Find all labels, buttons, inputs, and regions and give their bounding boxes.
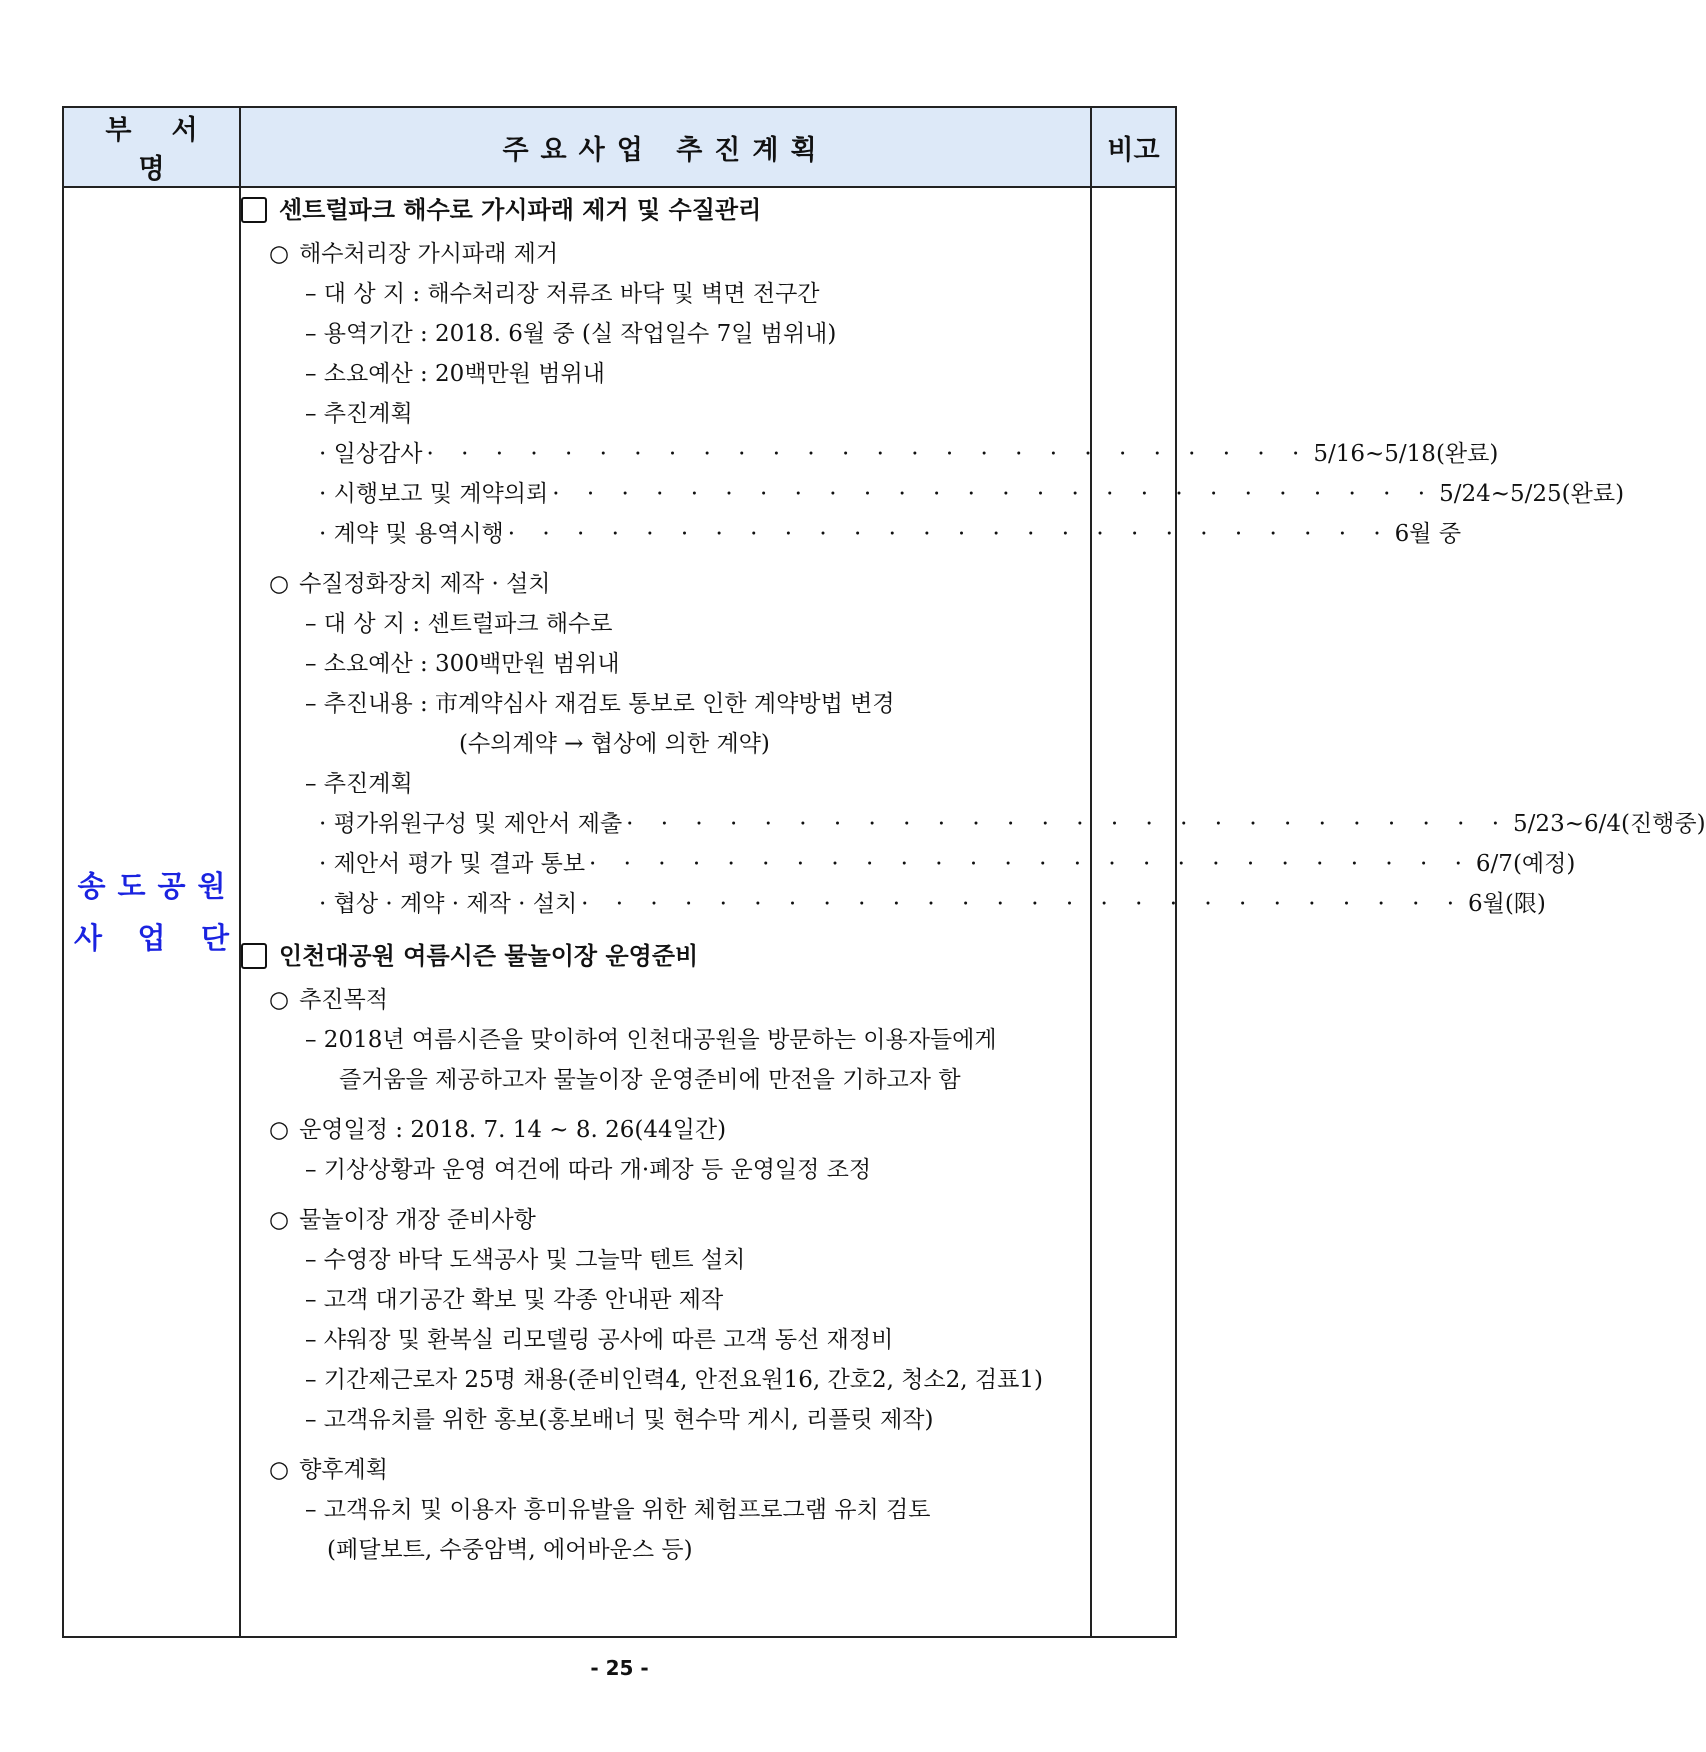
plan-row [241,514,1462,554]
dept-cell [63,187,240,1637]
plan-label: · 계약 및 용역시행 [319,521,504,547]
subsection-1b [241,564,1090,604]
plan-value: 6월 중 [1394,521,1462,547]
list-item: – 대 상 지 : 해수처리장 저류조 바닥 및 벽면 전구간 [305,281,820,307]
plan-row [241,474,1625,514]
list-item: – 소요예산 : 300백만원 범위내 [305,651,620,677]
section-1-heading [241,188,1090,232]
header-dept: 부서명 [63,107,240,187]
subsection-2a-title: 추진목적 [299,987,388,1013]
table-header-row [63,107,1176,187]
circle-bullet-icon: ○ [269,241,290,267]
dept-name-line1: 송도공원 [77,869,238,903]
plan-row [241,884,1546,924]
list-item: – 고객유치 및 이용자 흥미유발을 위한 체험프로그램 유치 검토 [305,1497,931,1523]
list-item-continuation: 즐거움을 제공하고자 물놀이장 운영준비에 만전을 기하고자 함 [339,1067,961,1093]
list-item: – 대 상 지 : 센트럴파크 해수로 [305,611,613,637]
list-item: – 2018년 여름시즌을 맞이하여 인천대공원을 방문하는 이용자들에게 [305,1027,997,1053]
subsection-2a [241,980,1090,1020]
plan-dots: · · · · · · · · · · · · · · · · · · · · · · · · · · [507,521,1391,547]
checkbox-square-icon [241,197,267,223]
list-item: – 용역기간 : 2018. 6월 중 (실 작업일수 7일 범위내) [305,321,837,347]
subsection-2c [241,1200,1090,1240]
list-item: – 샤워장 및 환복실 리모델링 공사에 따른 고객 동선 재정비 [305,1327,894,1353]
circle-bullet-icon: ○ [269,987,290,1013]
section-2-title: 인천대공원 여름시즌 물놀이장 운영준비 [279,942,699,970]
circle-bullet-icon: ○ [269,571,290,597]
plan-label: · 협상 · 계약 · 제작 · 설치 [319,891,578,917]
plan-value: 6월(限) [1468,891,1546,917]
plan-dots: · · · · · · · · · · · · · · · · · · · · · · · · · · [626,811,1510,837]
content-cell [240,187,1706,1637]
plan-value: 5/24~5/25(완료) [1439,481,1625,507]
plan-dots: · · · · · · · · · · · · · · · · · · · · · · · · · · [589,851,1472,877]
plan-dots: · · · · · · · · · · · · · · · · · · · · · · · · · · [426,441,1310,467]
document-table [62,106,1706,1638]
list-item: – 기간제근로자 25명 채용(준비인력4, 안전요원16, 간호2, 청소2, 검표1) [305,1367,1043,1393]
plan-label: · 평가위원구성 및 제안서 제출 [319,811,623,837]
circle-bullet-icon: ○ [269,1207,290,1233]
list-item: – 소요예산 : 20백만원 범위내 [305,361,605,387]
plan-row [241,844,1576,884]
plan-label: · 제안서 평가 및 결과 통보 [319,851,586,877]
plan-dots: · · · · · · · · · · · · · · · · · · · · · · · · · · [552,481,1436,507]
list-item: – 추진내용 : 市계약심사 재검토 통보로 인한 계약방법 변경 [305,691,895,717]
header-main: 주요사업 추진계획 [240,107,1091,187]
plan-dots: · · · · · · · · · · · · · · · · · · · · · · · · · · [581,891,1465,917]
table-body-row [63,187,1176,1637]
section-1-title: 센트럴파크 해수로 가시파래 제거 및 수질관리 [279,196,762,224]
list-item: – 고객유치를 위한 홍보(홍보배너 및 현수막 게시, 리플릿 제작) [305,1407,934,1433]
circle-bullet-icon: ○ [269,1457,290,1483]
plan-value: 6/7(예정) [1475,851,1576,877]
list-item-continuation: (페달보트, 수중암벽, 에어바운스 등) [327,1537,693,1563]
section-2-heading [241,934,1090,978]
plan-value: 5/16~5/18(완료) [1313,441,1499,467]
subsection-2d [241,1450,1090,1490]
subsection-2b [241,1110,1090,1150]
list-item: – 기상상황과 운영 여건에 따라 개·폐장 등 운영일정 조정 [305,1157,872,1183]
page-number: - 25 - [590,1656,649,1680]
subsection-1b-title: 수질정화장치 제작 · 설치 [299,571,551,597]
plan-label: · 일상감사 [319,441,423,467]
list-item: – 수영장 바닥 도색공사 및 그늘막 텐트 설치 [305,1247,746,1273]
plan-row [241,804,1706,844]
list-item: – 추진계획 [305,771,413,797]
subsection-2b-title: 운영일정 : 2018. 7. 14 ~ 8. 26(44일간) [299,1117,727,1143]
dept-char: 사 [74,921,103,955]
circle-bullet-icon: ○ [269,1117,290,1143]
plan-row [241,434,1499,474]
dept-char: 업 [137,921,166,955]
dept-char: 단 [200,921,229,955]
header-note: 비고 [1091,107,1176,187]
list-item: – 고객 대기공간 확보 및 각종 안내판 제작 [305,1287,724,1313]
subsection-1a [241,234,1090,274]
subsection-1a-title: 해수처리장 가시파래 제거 [299,241,559,267]
subsection-2c-title: 물놀이장 개장 준비사항 [299,1207,536,1233]
subsection-2d-title: 향후계획 [299,1457,388,1483]
plan-value: 5/23~6/4(진행중) [1513,811,1706,837]
dept-name-line2 [64,912,239,964]
list-item: – 추진계획 [305,401,413,427]
checkbox-square-icon [241,943,267,969]
list-item-continuation: (수의계약 → 협상에 의한 계약) [459,731,770,757]
plan-label: · 시행보고 및 계약의뢰 [319,481,549,507]
